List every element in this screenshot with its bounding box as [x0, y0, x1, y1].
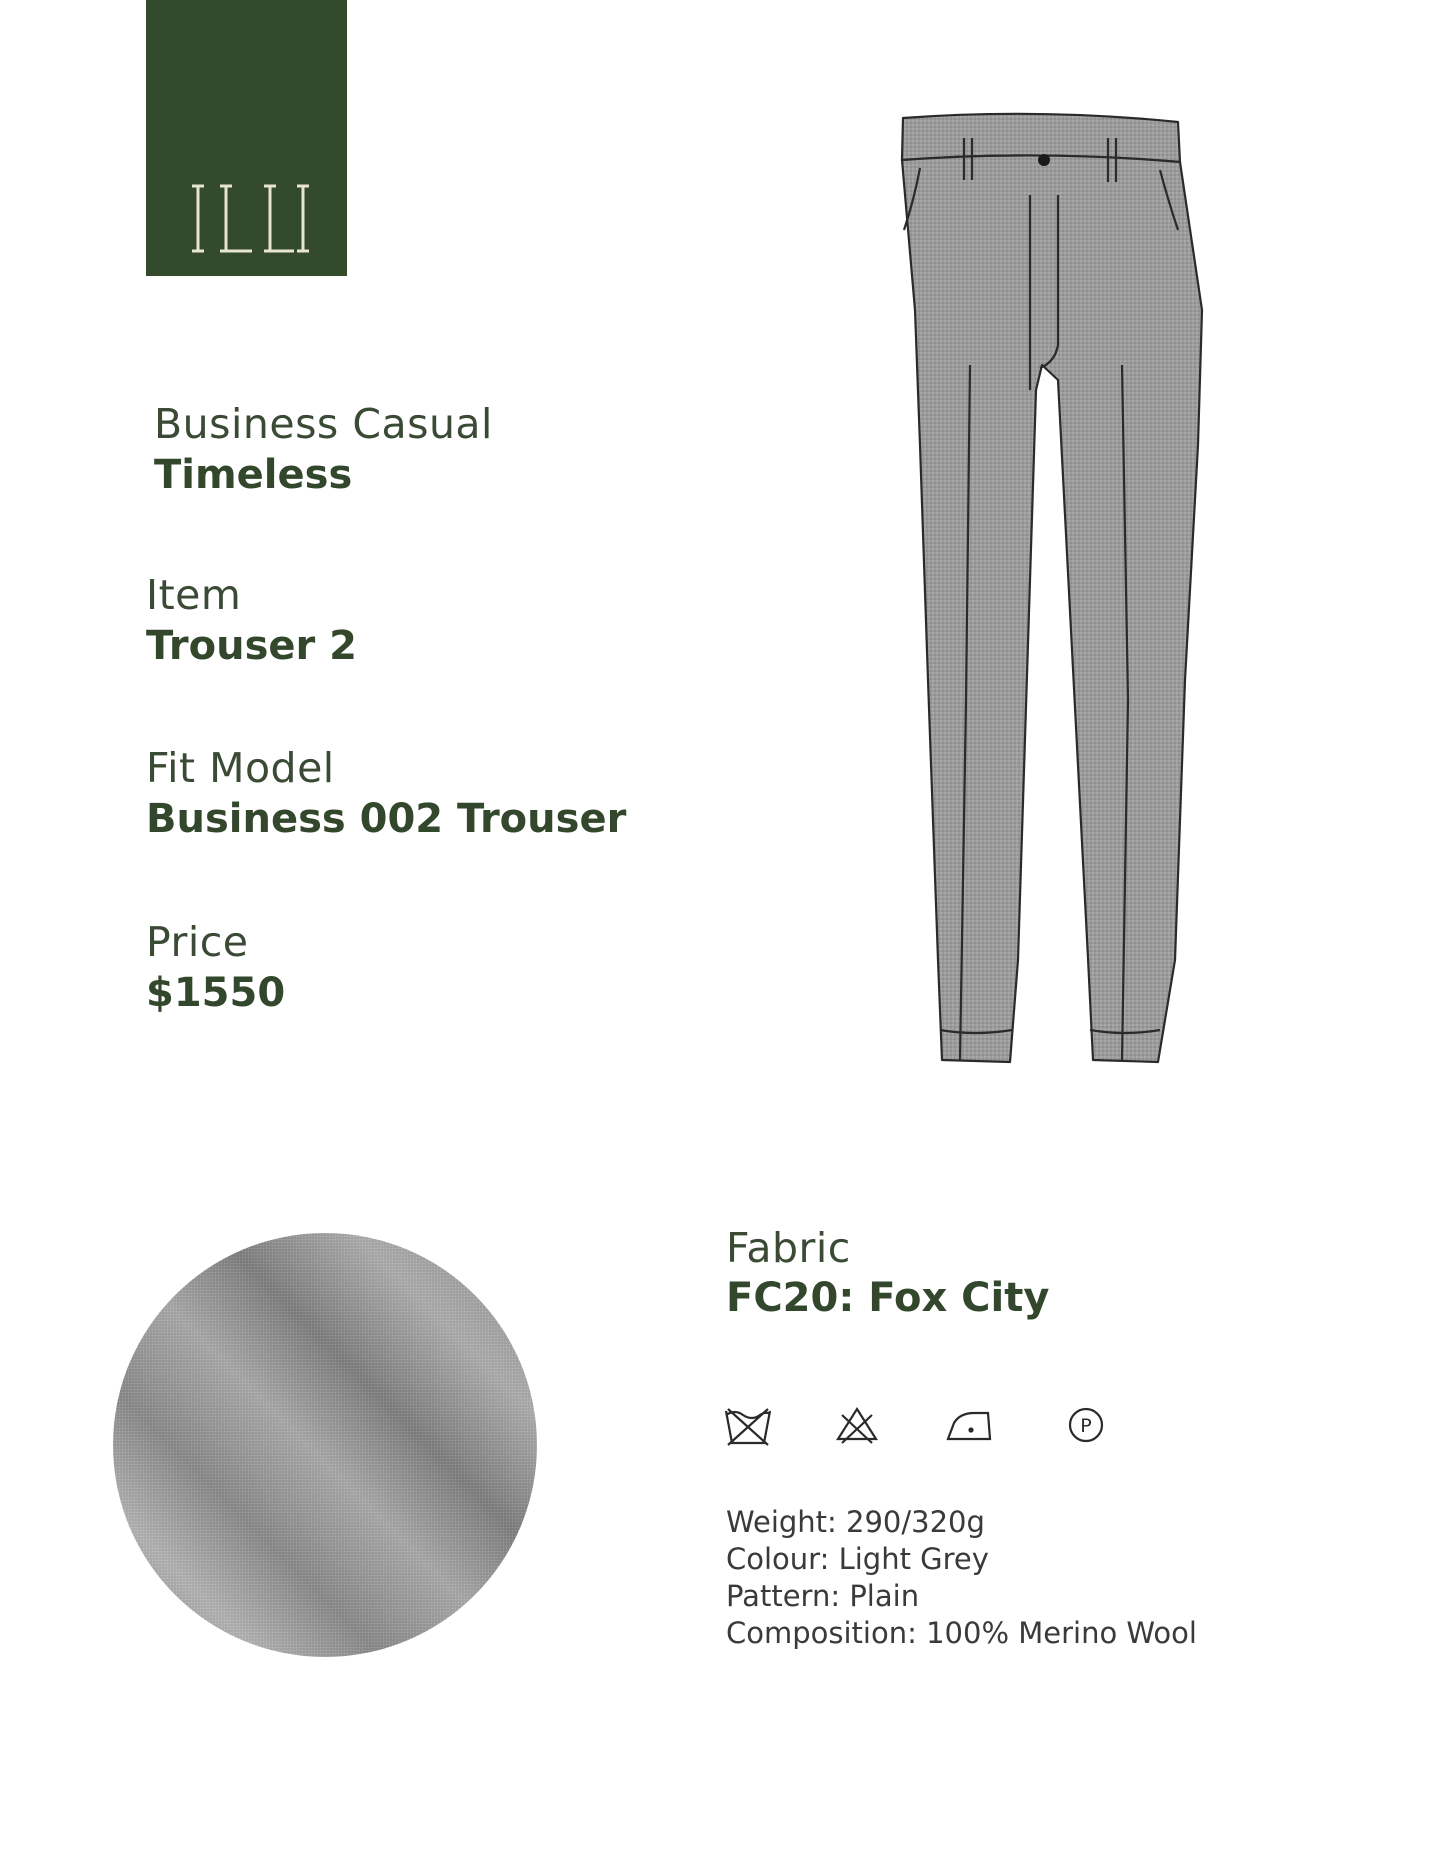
fit-model-label: Fit Model: [146, 744, 335, 792]
dry-clean-p-icon: [1066, 1405, 1106, 1445]
do-not-bleach-icon: [834, 1405, 880, 1445]
do-not-wash-icon: [722, 1405, 774, 1449]
item-value: Trouser 2: [146, 623, 357, 669]
trouser-illustration: [860, 100, 1230, 1080]
brand-logo-mark: [146, 0, 347, 276]
fit-model-value: Business 002 Trouser: [146, 796, 627, 842]
fabric-swatch-image: [110, 1230, 540, 1660]
fabric-label: Fabric: [726, 1224, 851, 1272]
fabric-value: FC20: Fox City: [726, 1275, 1050, 1321]
spec-colour: Colour: Light Grey: [726, 1542, 989, 1576]
iron-low-heat-icon: [944, 1405, 994, 1447]
price-value: $1550: [146, 970, 286, 1016]
spec-composition: Composition: 100% Merino Wool: [726, 1616, 1197, 1650]
price-label: Price: [146, 918, 249, 966]
svg-text:P: P: [1080, 1415, 1092, 1437]
spec-weight: Weight: 290/320g: [726, 1505, 985, 1539]
item-label: Item: [146, 571, 242, 619]
spec-pattern: Pattern: Plain: [726, 1579, 920, 1613]
collection-value: Timeless: [154, 452, 353, 498]
collection-label: Business Casual: [154, 400, 493, 448]
brand-logo: [146, 0, 347, 276]
